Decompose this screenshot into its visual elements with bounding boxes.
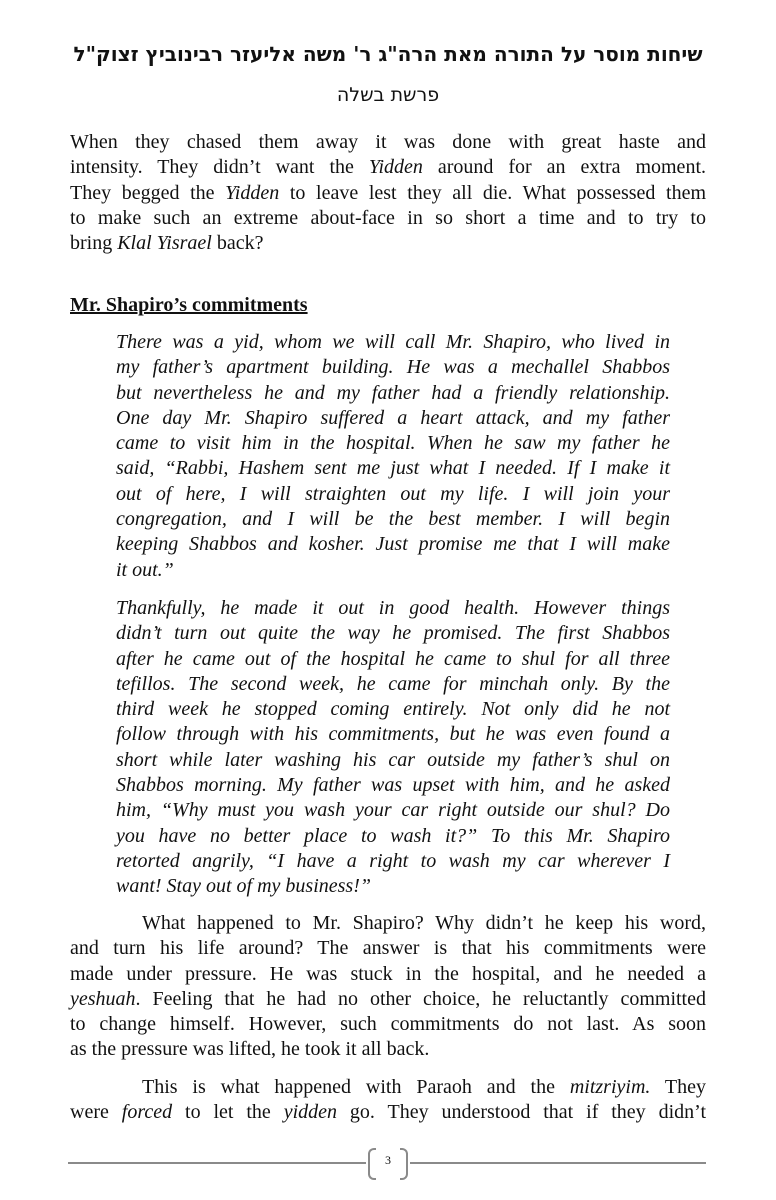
text-run: but nevertheless he and my father had a friendly relationship.	[116, 381, 670, 404]
text-line	[116, 381, 670, 406]
text-line	[116, 558, 670, 583]
text-line	[70, 1012, 706, 1037]
text-line	[116, 406, 670, 431]
text-run: him, “Why must you wash your car right outside our shul? Do	[116, 799, 670, 822]
text-run: around for an extra moment.	[422, 156, 706, 179]
paragraph-paraoh	[70, 1075, 706, 1126]
text-line	[70, 1100, 706, 1125]
text-run: This is what happened with Paraoh and the	[142, 1076, 570, 1098]
text-line	[116, 330, 670, 355]
text-run: There was a yid, whom we will call Mr. Shapiro, who lived in	[116, 331, 670, 353]
text-run: They	[650, 1076, 706, 1098]
text-line	[116, 748, 670, 773]
text-run: to change himself. However, such commitments do not last. As soon	[70, 1013, 706, 1036]
text-run: short while later washing his car outside my father’s shul on	[116, 748, 670, 771]
text-run: go. They understood that if they didn’t	[337, 1101, 707, 1124]
text-run: . Feeling that he had no other choice, he reluctantly committed	[135, 987, 706, 1010]
text-line	[116, 507, 670, 532]
text-line	[116, 647, 670, 672]
text-run: said, “Rabbi, Hashem sent me just what I needed. If I make it	[116, 457, 670, 480]
italic-term: Yidden	[368, 156, 423, 179]
text-run: third week he stopped coming entirely. Not only did he not	[116, 698, 670, 721]
page-number: 3	[385, 1153, 391, 1167]
text-line	[116, 722, 670, 747]
text-run: were	[70, 1101, 122, 1124]
text-run: follow through with his commitments, but he was even found a	[116, 723, 670, 746]
story-quote-part-2	[116, 596, 670, 900]
italic-term: yeshuah	[70, 987, 136, 1010]
parsha-title-hebrew: פרשת בשלה	[336, 84, 440, 106]
text-line	[116, 798, 670, 823]
text-run: congregation, and I will be the best member. I will begin	[116, 508, 670, 531]
text-run: came to visit him in the hospital. When he saw my father he	[116, 432, 670, 455]
italic-term: Klal Yisrael	[117, 232, 212, 255]
text-run: it out.”	[116, 558, 174, 581]
text-line	[116, 672, 670, 697]
text-line	[116, 874, 670, 899]
right-bracket-icon	[400, 1148, 408, 1180]
text-run: to leave lest they all die. What possessed them	[279, 181, 706, 204]
text-line	[70, 987, 706, 1012]
italic-term: yidden	[283, 1101, 338, 1124]
text-line	[116, 532, 670, 557]
text-run: bring	[70, 232, 118, 255]
text-line	[116, 824, 670, 849]
text-run: keeping Shabbos and kosher. Just promise me that I will make	[116, 533, 670, 556]
text-line	[70, 130, 706, 155]
text-line	[70, 206, 706, 231]
text-line	[116, 697, 670, 722]
text-line	[116, 849, 670, 874]
text-run: didn’t turn out quite the way he promised. The first Shabbos	[116, 622, 670, 645]
text-line	[116, 355, 670, 380]
text-run: When they chased them away it was done with great haste and	[70, 131, 706, 153]
text-line	[70, 1037, 706, 1062]
paragraph-intro	[70, 130, 706, 256]
italic-term: mitzriyim.	[569, 1076, 651, 1098]
text-run: Thankfully, he made it out in good health. However things	[116, 597, 670, 619]
text-run: you have no better place to wash it?” To this Mr. Shapiro	[116, 824, 670, 847]
text-run: tefillos. The second week, he came for minchah only. By the	[116, 672, 670, 695]
text-run: They begged the	[70, 181, 226, 204]
text-line	[116, 596, 670, 621]
text-line	[70, 936, 706, 961]
italic-term: forced	[121, 1101, 173, 1124]
text-run: to make such an extreme about-face in so short a time and to try to	[70, 206, 706, 229]
paragraph-explanation	[70, 911, 706, 1063]
text-line	[116, 431, 670, 456]
text-run: as the pressure was lifted, he took it all back.	[70, 1038, 430, 1061]
story-quote-part-1	[116, 330, 670, 583]
text-run: What happened to Mr. Shapiro? Why didn’t he keep his word,	[142, 912, 706, 934]
italic-term: Yidden	[225, 181, 280, 204]
text-run: intensity. They didn’t want the	[70, 156, 369, 179]
text-run: retorted angrily, “I have a right to wash my car wherever I	[116, 849, 670, 872]
text-line	[116, 482, 670, 507]
text-run: Shabbos morning. My father was upset with him, and he asked	[116, 774, 670, 797]
book-title-hebrew: שיחות מוסר על התורה מאת הרה"ג ר' משה אליעזר רבינוביץ זצוק"ל	[73, 42, 703, 66]
text-run: want! Stay out of my business!”	[116, 875, 371, 898]
text-line	[70, 155, 706, 180]
text-run: One day Mr. Shapiro suffered a heart attack, and my father	[116, 406, 670, 429]
text-line	[70, 911, 706, 936]
text-line	[70, 231, 706, 256]
text-run: and turn his life around? The answer is that his commitments were	[70, 937, 706, 960]
text-run: made under pressure. He was stuck in the hospital, and he needed a	[70, 962, 706, 985]
text-run: after he came out of the hospital he came to shul for all three	[116, 647, 670, 670]
text-run: my father’s apartment building. He was a mechallel Shabbos	[116, 356, 670, 379]
text-line	[70, 181, 706, 206]
page-number-bracket	[366, 1148, 410, 1178]
section-heading: Mr. Shapiro’s commitments	[70, 294, 308, 316]
text-run: to let the	[172, 1101, 284, 1124]
text-line	[70, 1075, 706, 1100]
text-line	[116, 621, 670, 646]
text-line	[116, 456, 670, 481]
text-line	[70, 962, 706, 987]
text-run: out of here, I will straighten out my life. I will join your	[116, 482, 670, 505]
text-run: back?	[211, 232, 264, 255]
text-line	[116, 773, 670, 798]
